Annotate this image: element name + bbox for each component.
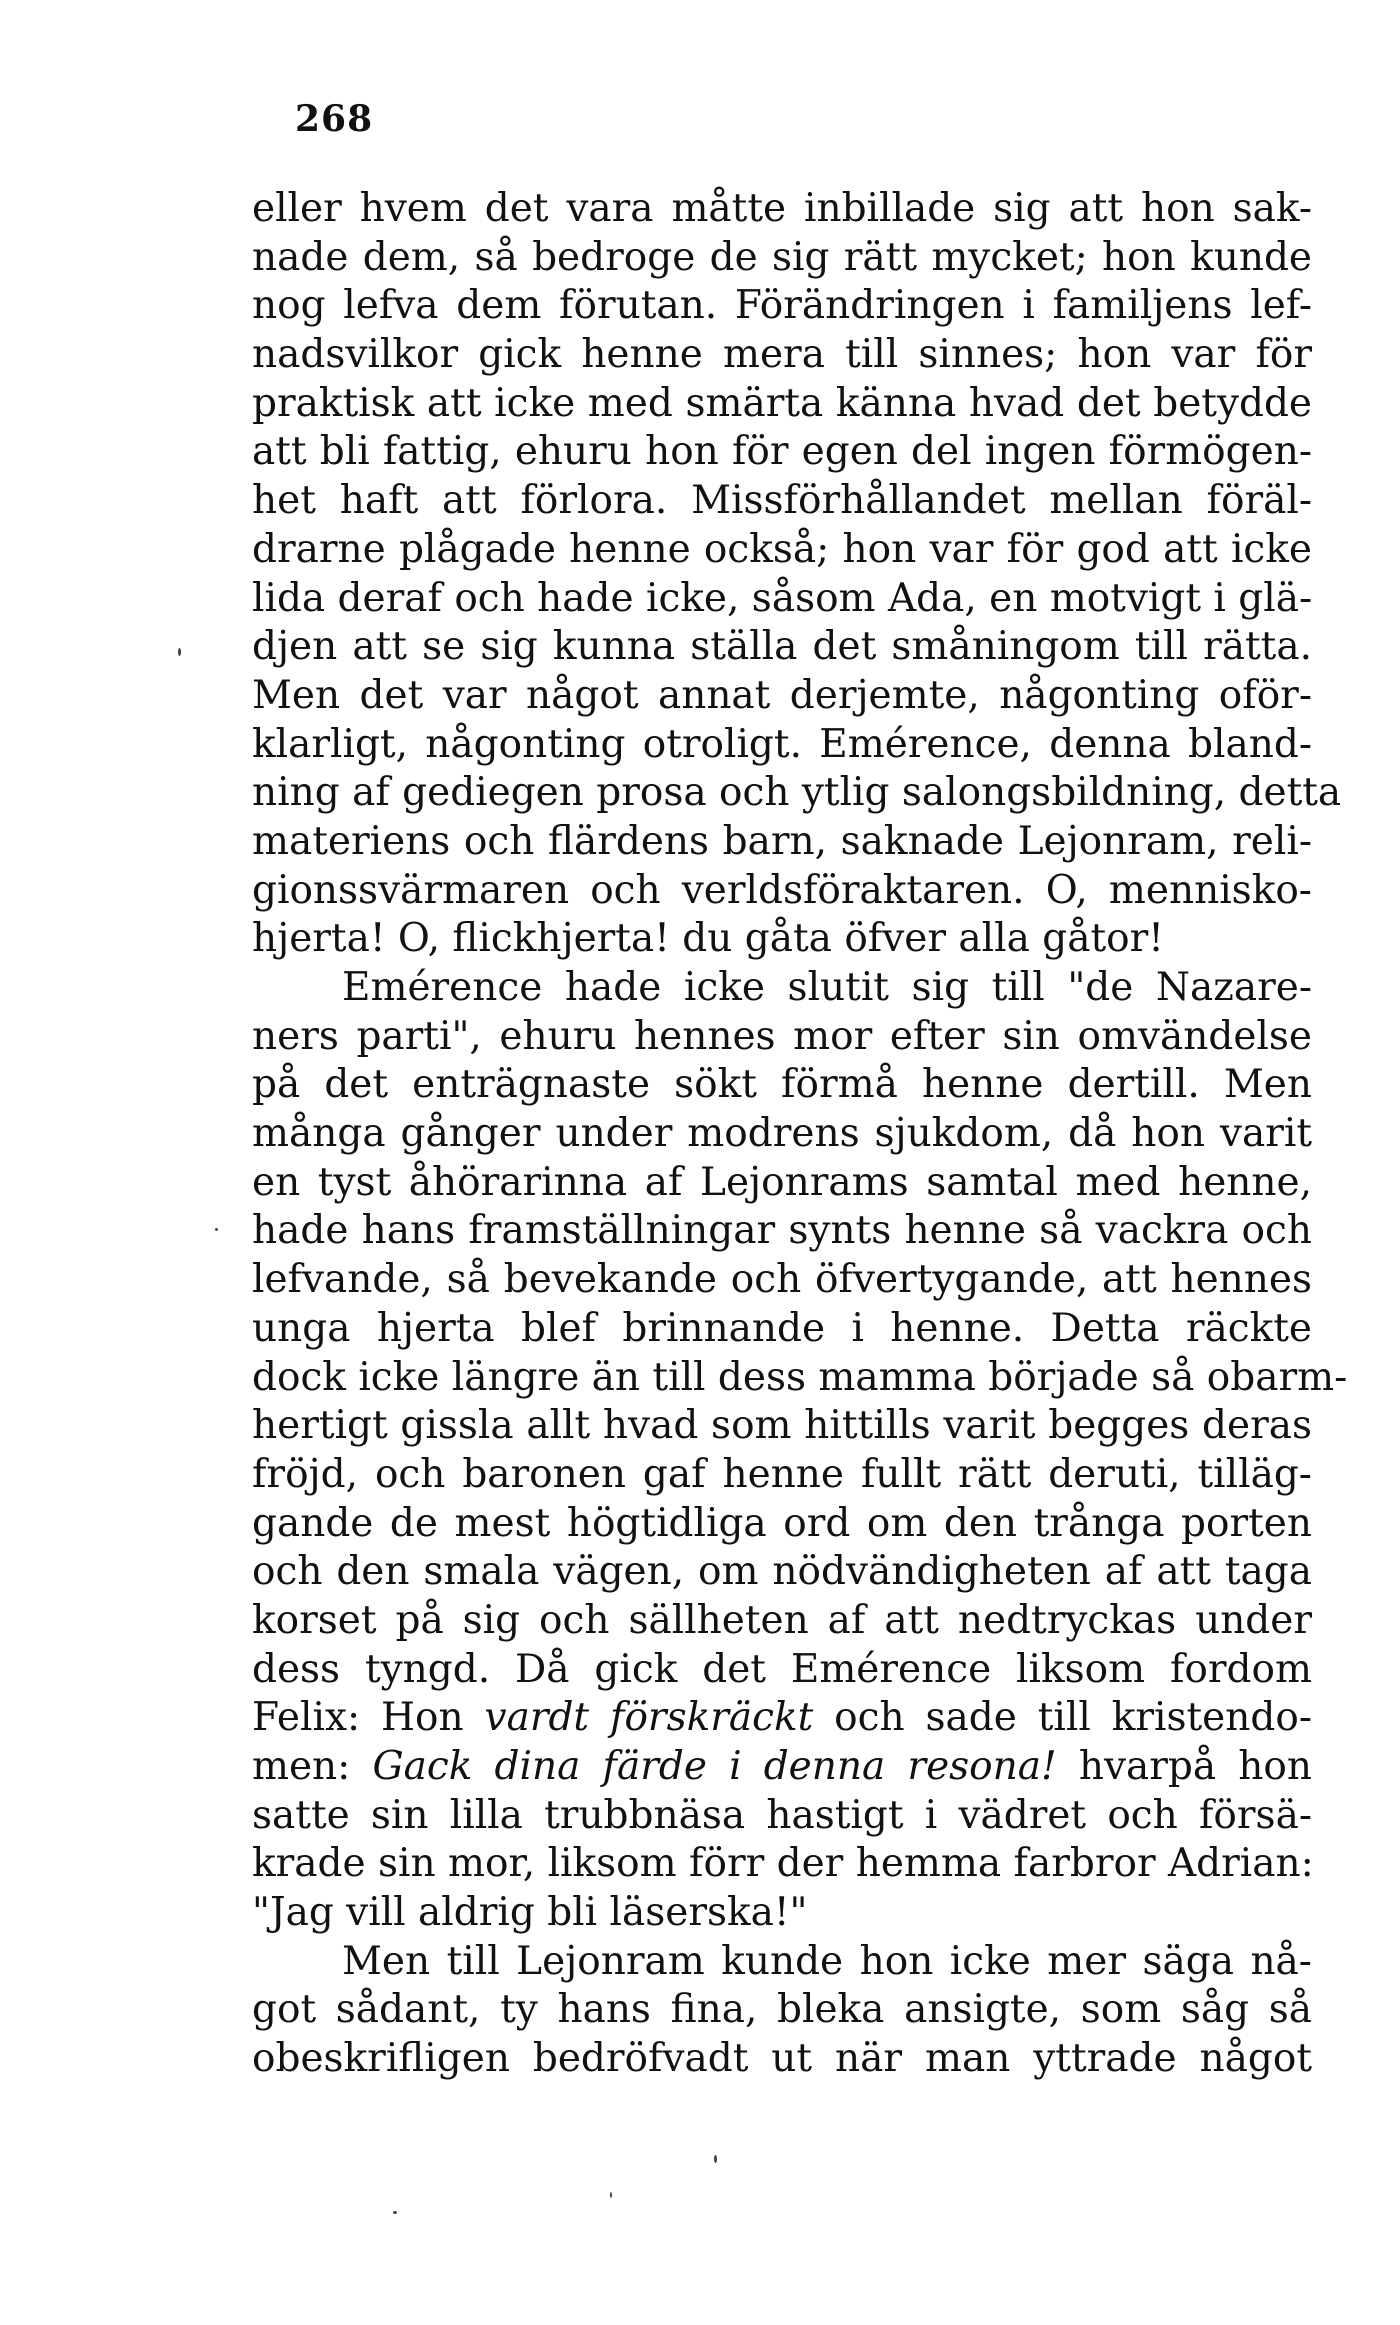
text-line [252,915,1312,964]
text-segment: satte sin lilla trubbnäsa hastigt i vädret och försä- [252,1792,1312,1838]
text-line [252,769,1342,818]
text-line [252,1110,1312,1159]
text-segment: och sade till kristendo- [813,1695,1313,1741]
text-line [252,1451,1312,1500]
text-line [252,1354,1348,1403]
text-segment: Men till Lejonram kunde hon icke mer säga nå- [342,1938,1312,1984]
text-segment: hertigt gissla allt hvad som hittills varit begges deras [252,1403,1312,1449]
text-line [252,623,1312,672]
text-segment: fröjd, och baronen gaf henne fullt rätt deruti, tilläg- [252,1451,1312,1497]
text-segment: praktisk att icke med smärta känna hvad det betydde [252,380,1312,426]
text-line [252,1061,1312,1110]
scan-speck [215,1228,218,1231]
text-segment: nade dem, så bedroge de sig rätt mycket; hon kunde [252,234,1312,280]
italic-text: vardt förskräckt [484,1695,814,1741]
text-line [252,331,1312,380]
text-segment: ners parti", ehuru hennes mor efter sin omvändelse [252,1013,1312,1059]
text-line [252,1207,1312,1256]
text-segment: att bli fattig, ehuru hon för egen del ingen förmögen- [252,429,1312,475]
scan-speck [610,2192,612,2198]
text-segment: korset på sig och sällheten af att nedtryckas under [252,1597,1312,1643]
text-segment: Felix: Hon [252,1695,485,1741]
text-line [252,477,1312,526]
text-segment: Men det var något annat derjemte, någonting oför- [252,672,1312,718]
text-segment: "Jag vill aldrig bli läserska!" [252,1890,808,1936]
page-number: 268 [295,98,374,140]
text-segment: hjerta! O, flickhjerta! du gåta öfver alla gåtor! [252,916,1164,962]
text-line [252,1840,1312,1889]
text-line [252,1013,1312,1062]
text-segment: lida deraf och hade icke, såsom Ada, en motvigt i glä- [252,575,1313,621]
text-line [252,1743,1312,1792]
scan-speck [714,2155,717,2163]
text-segment: en tyst åhörarinna af Lejonrams samtal med henne, [252,1159,1312,1205]
text-line [252,867,1312,916]
text-segment: gande de mest högtidliga ord om den trånga porten [252,1500,1312,1546]
text-segment: hvarpå hon [1056,1744,1313,1789]
text-segment: och den smala vägen, om nödvändigheten af att taga [252,1549,1312,1595]
text-segment: gionssvärmaren och verldsföraktaren. O, mennisko- [252,867,1312,913]
text-segment: dock icke längre än till dess mamma började så obarm- [252,1354,1348,1400]
text-line [252,575,1312,624]
text-line [252,1986,1312,2035]
body-text [252,185,1348,2084]
text-segment: klarligt, någonting otroligt. Emérence, denna bland- [252,721,1312,767]
text-line [252,526,1312,575]
text-line [252,2035,1312,2084]
text-line [252,1500,1312,1549]
text-segment: unga hjerta blef brinnande i henne. Detta räckte [252,1305,1312,1351]
text-line [252,234,1312,283]
text-line [252,818,1312,867]
text-line [252,1646,1312,1695]
text-line [252,1792,1312,1841]
text-segment: många gånger under modrens sjukdom, då hon varit [252,1111,1312,1157]
text-line [252,1305,1312,1354]
text-line [252,1938,1312,1987]
text-segment: dess tyngd. Då gick det Emérence liksom fordom [252,1646,1312,1692]
text-segment: obeskrifligen bedröfvadt ut när man yttrade något [252,2036,1312,2082]
text-line [252,721,1312,770]
text-segment: nadsvilkor gick henne mera till sinnes; hon var för [252,332,1312,378]
text-line [252,1889,1312,1938]
text-segment: drarne plågade henne också; hon var för god att icke [252,526,1312,572]
text-segment: Emérence hade icke slutit sig till "de Nazare- [342,965,1312,1010]
text-line [252,1597,1312,1646]
text-line [252,380,1312,429]
text-segment: materiens och flärdens barn, saknade Lejonram, reli- [252,818,1312,864]
text-line [252,185,1312,234]
text-segment: ning af gediegen prosa och ytlig salongsbildning, detta [252,770,1342,816]
text-segment: het haft att förlora. Missförhållandet mellan föräl- [252,478,1312,524]
text-segment: hade hans framställningar synts henne så vackra och [252,1208,1312,1254]
italic-text: Gack dina färde i denna resona! [372,1744,1057,1789]
text-segment: got sådant, ty hans fina, bleka ansigte, som såg så [252,1987,1312,2033]
scan-speck [393,2211,397,2214]
text-line [252,1256,1312,1305]
text-segment: men: [252,1744,373,1789]
text-line [252,1159,1312,1208]
scan-speck [178,648,181,656]
text-segment: djen att se sig kunna ställa det småningom till rätta. [252,624,1312,670]
text-line [252,672,1312,721]
text-segment: eller hvem det vara måtte inbillade sig att hon sak- [252,186,1312,231]
text-line [252,1694,1312,1743]
text-line [252,964,1312,1013]
text-line [252,428,1312,477]
text-segment: lefvande, så bevekande och öfvertygande, att hennes [252,1257,1312,1303]
text-segment: på det enträgnaste sökt förmå henne dertill. Men [252,1062,1312,1108]
text-line [252,1548,1312,1597]
text-line [252,282,1312,331]
text-line [252,1402,1312,1451]
text-segment: krade sin mor, liksom förr der hemma farbror Adrian: [252,1841,1314,1887]
text-segment: nog lefva dem förutan. Förändringen i familjens lef- [252,283,1312,329]
